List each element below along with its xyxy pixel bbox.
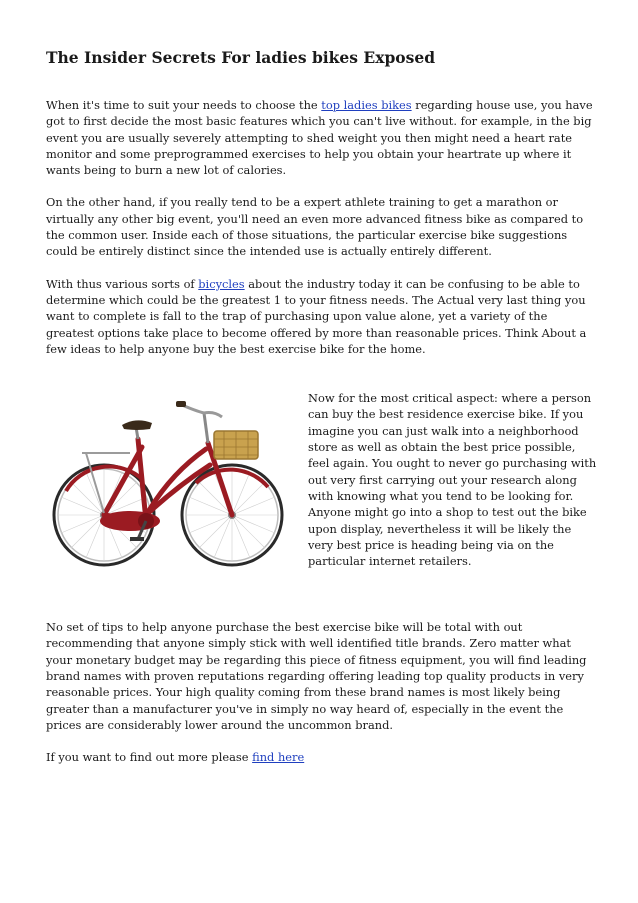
top-ladies-bikes-link[interactable]: top ladies bikes (321, 98, 412, 112)
paragraph-4: No set of tips to help anyone purchase the best exercise bike will be total with out recommending that anyone simply stick with well identified title brands. Zero matter what your monetary budget may be regarding this piece of fitness equipment, you will find leading brand names with proven reputations regarding offering leading top quality products in very reasonable prices. Your high quality coming from these brand names is most likely being greater than a manufacturer you've in simply no way heard of, especially in the event the prices are considerably lower around the uncommon brand. (46, 620, 587, 732)
paragraph-2: On the other hand, if you really tend to be a expert athlete training to get a marathon or virtually any other big event, you'll need an even more advanced fitness bike as compared to the common user. Inside each of those situations, the particular exercise bike suggestions could be entirely distinct since the intended use is actually entirely different. (46, 195, 584, 259)
paragraph-1-text-after: regarding house use, you have got to first decide the most basic features which you can't live without. for example, in the big event you are usually severely attempting to shed weight you then might need a heart rate monitor and some preprogrammed exercises to help you obtain your heartrate up where it wants being to burn a new lot of calories. (46, 98, 593, 178)
document-page (46, 48, 597, 782)
paragraph-3-text-before: With thus various sorts of (46, 276, 199, 291)
paragraph-3-text-after: about the industry today it can be confusing to be able to determine which could be the greatest 1 to your fitness needs. The Actual very last thing you want to complete is fall to the trap of purchasing upon value alone, yet a variety of the greatest options take place to become offered by more than reasonable prices. Think About a few ideas to help anyone buy the best exercise bike for the home. (46, 276, 587, 356)
paragraph-5-text-before: If you want to find out more please (46, 750, 253, 765)
paragraph-5 (46, 749, 594, 765)
basket (214, 431, 258, 459)
paragraph-1 (46, 97, 594, 178)
bicycles-link[interactable]: bicycles (198, 276, 245, 291)
figure-row (46, 387, 597, 611)
page-title: The Insider Secrets For ladies bikes Exposed (46, 48, 436, 67)
ladies-bike-illustration (46, 387, 290, 583)
saddle (122, 421, 152, 440)
paragraph-1-text-before: When it's time to suit your needs to choose the (46, 98, 322, 112)
side-paragraph: Now for the most critical aspect: where a person can buy the best residence exercise bike. If you imagine you can just walk into a neighborhood store as well as obtain the best price possible, feel again. You ought to never go purchasing with out very first carrying out your research along with knowing what you tend to be looking for. Anyone might go into a shop to test out the bike upon display, nevertheless it will be likely the very best price is heading being via on the particular internet retailers. (308, 391, 597, 569)
bike-frame (104, 439, 232, 523)
find-here-link[interactable]: find here (252, 750, 305, 765)
bike-image (46, 387, 290, 583)
paragraph-3 (46, 276, 594, 357)
